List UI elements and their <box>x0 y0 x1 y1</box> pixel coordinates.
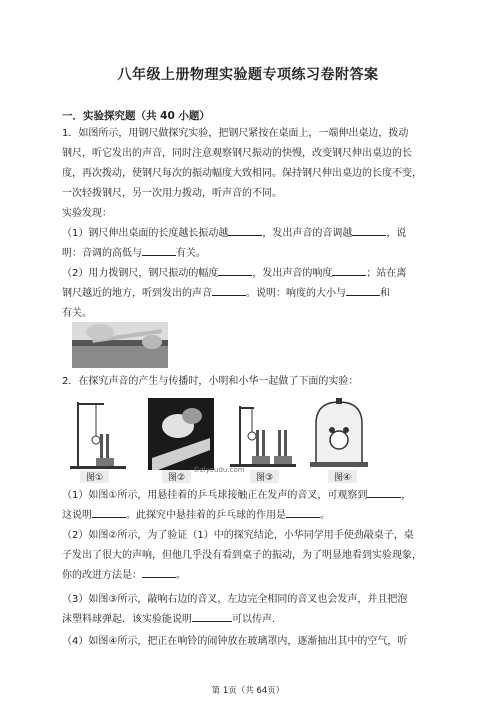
figure-3-label: 图③ <box>250 470 279 483</box>
text: 。 <box>176 570 186 581</box>
figure-4-label: 图④ <box>328 470 357 483</box>
q2-answer1-line2 <box>62 506 440 526</box>
text: ， <box>401 490 412 501</box>
q1-answer1-line1 <box>62 224 440 244</box>
q2-answer3-line2 <box>62 610 440 630</box>
ruler-experiment-photo <box>72 322 168 368</box>
q1-line1: 1．如图所示，用钢尺做探究实验，把钢尺紧按在桌面上，一端伸出桌边，拨动 <box>62 128 409 139</box>
answer-blank[interactable] <box>192 610 232 622</box>
answer-blank[interactable] <box>352 224 386 236</box>
text: 钢尺越近的地方，听到发出的声音 <box>62 288 212 299</box>
section-heading: 一．实验探究题（共 40 小题） <box>62 110 210 122</box>
text: （1）如图①所示，用悬挂着的乒乓球接触正在发声的音叉，可观察到 <box>62 490 368 501</box>
page-footer: 第 1页（共 64页） <box>211 686 285 696</box>
answer-blank[interactable] <box>142 244 176 256</box>
q1-answer2-line1 <box>62 264 440 284</box>
text: 可以传声． <box>232 614 282 625</box>
text: 和 <box>380 288 390 299</box>
answer-blank[interactable] <box>367 486 401 498</box>
text: 你的改进方法是： <box>62 570 142 581</box>
text: 。说明：响度的大小与 <box>246 288 346 299</box>
figure-1-label: 图① <box>80 470 109 483</box>
q2-intro: 2．在探究声音的产生与传播时，小明和小华一起做了下面的实验： <box>62 376 359 387</box>
q1-line2: 钢尺，听它发出的声音，同时注意观察钢尺振动的快慢，改变钢尺伸出桌边的长 <box>62 148 412 159</box>
figure-4-bell-jar-alarm-clock <box>308 398 370 470</box>
answer-blank[interactable] <box>228 224 262 236</box>
text: （1）钢尺伸出桌面的长度越长振动越 <box>62 228 229 239</box>
q2-answer3-line1: （3）如图③所示，敲响右边的音叉，左边完全相同的音叉也会发声，并且把泡 <box>62 594 408 605</box>
answer-blank[interactable] <box>286 506 320 518</box>
text: ；站在离 <box>366 268 407 279</box>
answer-blank[interactable] <box>218 264 252 276</box>
text: 。 <box>320 510 330 521</box>
figure-2-label: 图② <box>162 470 191 483</box>
answer-blank[interactable] <box>212 284 246 296</box>
text: 。此探究中悬挂着的乒乓球的作用是 <box>126 510 286 521</box>
figure-3-two-tuning-forks <box>228 398 298 470</box>
q2-answer2-line1: （2）如图②所示，为了验证（1）中的探究结论，小华同学用手使劲敲桌子，桌 <box>62 530 414 541</box>
text: 有关。 <box>176 248 206 259</box>
watermark: ©zlyoudu.com <box>193 466 245 474</box>
q2-answer2-line3 <box>62 566 440 586</box>
answer-blank[interactable] <box>346 284 380 296</box>
q1-line4: 一次轻拨钢尺，另一次用力拨动，听声音的不同。 <box>62 188 282 199</box>
text: ，说 <box>386 228 407 239</box>
answer-blank[interactable] <box>92 506 126 518</box>
answer-blank[interactable] <box>332 264 366 276</box>
figure-1-tuning-fork-pingpong <box>70 398 128 470</box>
q1-answer1-line2 <box>62 244 440 264</box>
q2-answer2-line2: 子发出了很大的声响，但他几乎没有看到桌子的振动，为了明显地看到实验现象， <box>62 550 422 561</box>
text: （2）用力拨钢尺，钢尺振动的幅度 <box>62 268 219 279</box>
page-title: 八年级上册物理实验题专项练习卷附答案 <box>117 67 379 83</box>
q1-answer2-line3: 有关。 <box>62 308 92 319</box>
figure-2-hitting-table-photo <box>148 398 214 470</box>
q1-line3: 度，再次拨动，使钢尺每次的振动幅度大致相同。保持钢尺伸出桌边的长度不变， <box>62 168 422 179</box>
text: 沫塑料球弹起．该实验能说明 <box>62 614 192 625</box>
text: 明：音调的高低与 <box>62 248 142 259</box>
q2-answer4-line1: （4）如图④所示，把正在响铃的闹钟放在玻璃罩内，逐渐抽出其中的空气，听 <box>62 636 408 647</box>
q1-answer2-line2 <box>62 284 440 304</box>
text: ，发出声音的响度 <box>252 268 333 279</box>
q2-answer1-line1 <box>62 486 440 506</box>
text: ，发出声音的音调越 <box>262 228 353 239</box>
answer-blank[interactable] <box>142 566 176 578</box>
text: 这说明 <box>62 510 92 521</box>
q1-discovery: 实验发现： <box>62 208 112 219</box>
